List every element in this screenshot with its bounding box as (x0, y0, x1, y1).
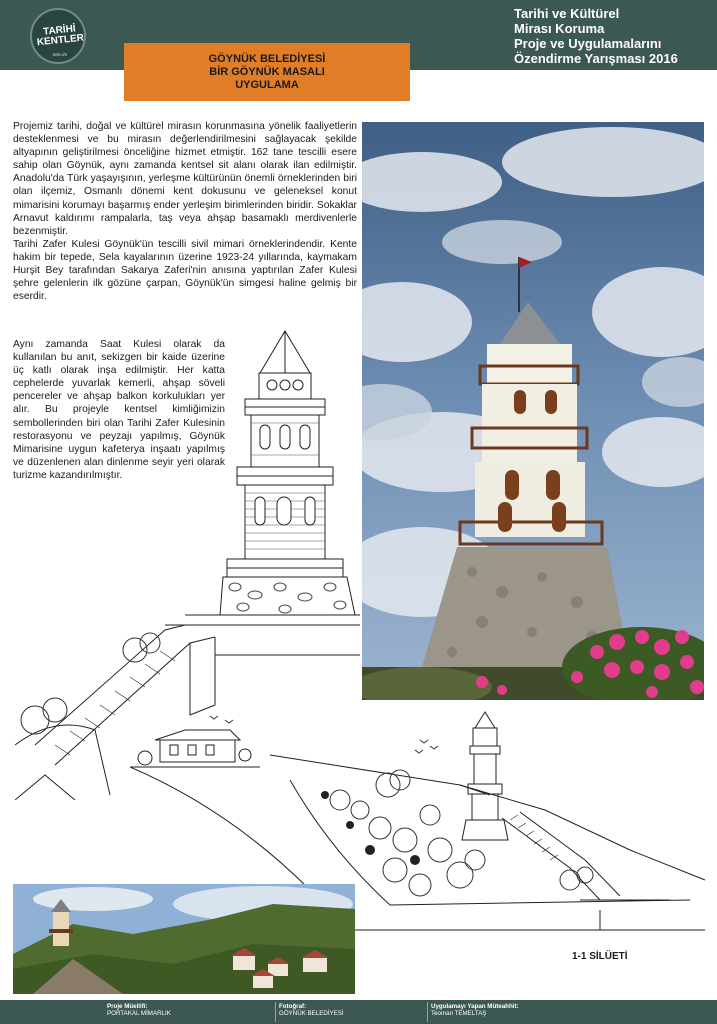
section-label: 1-1 SİLÜETİ (572, 951, 628, 962)
footer-bar (0, 1000, 717, 1024)
competition-title-line: Mirası Koruma (514, 21, 605, 36)
footer-contractor (431, 1003, 519, 1017)
paragraph-clock-tower: Aynı zamanda Saat Kulesi olarak da kullanılan bu anıt, sekizgen bir kaide üzerine üç katlı olarak inşa edilmiştir. Her katta cephelerde yuvarlak kemerli, ahşap söveli pencereler ve ahşap balkon korkulukları yer alır. Bu projeyle kentsel kimliğimizin sembollerinden biri olan Tarihi Zafer Kulesinin restorasyonu ve peyzajı yapılmış, Göynük Mimarisine uygun kafeterya inşaatı yapılmış ve düzenlenen alan dinlenme seyir yeri olarak turizme kazandırılmıştır. (13, 339, 225, 481)
project-title-line: UYGULAMA (235, 79, 299, 91)
footer-author-label: Proje Müellifi: (107, 1003, 148, 1010)
footer-contractor-value: Teoman TEMELTAŞ (431, 1010, 487, 1017)
footer-author (107, 1003, 171, 1017)
footer-photo-label: Fotoğraf: (279, 1003, 307, 1010)
footer-author-value: PORTAKAL MİMARLIK (107, 1010, 171, 1017)
footer-divider (275, 1002, 276, 1022)
footer-divider (427, 1002, 428, 1022)
town-photo (13, 884, 355, 994)
tower-photo (362, 122, 704, 700)
logo-title: TARİHİ KENTLER (36, 23, 85, 49)
project-title-box (124, 43, 410, 101)
tarihi-kentler-logo (22, 8, 98, 64)
project-title-line: GÖYNÜK BELEDİYESİ (208, 53, 326, 65)
paragraph-zafer-kulesi: Tarihi Zafer Kulesi Göynük'ün tescilli sivil mimari örneklerindendir. Kente hakim bir tepede, Sela kayalarının üzerine 1923-24 yıllarında, kaymakam Hurşit Bey tarafından Sakarya Zaferi'nin anısına yaptırılan Zafer Kulesi şehre gelenlerin ilk gözüne çarpan, Göynük'ün simgesi haline gelmiş bir eserdir. (13, 238, 357, 303)
project-title-line: BİR GÖYNÜK MASALI (209, 66, 325, 78)
logo-subtitle: BİRLİĞİ (52, 52, 68, 57)
footer-contractor-label: Uygulamayı Yapan Müteahhit: (431, 1003, 519, 1010)
intro-text (13, 120, 357, 303)
competition-title (514, 6, 714, 66)
competition-title-line: Özendirme Yarışması 2016 (514, 51, 678, 66)
footer-photo-value: GÖYNÜK BELEDİYESİ (279, 1010, 344, 1017)
competition-title-line: Proje ve Uygulamalarını (514, 36, 662, 51)
paragraph-heritage: Projemiz tarihi, doğal ve kültürel mirasın korunmasına yönelik faaliyetlerin desteklenmesi ve bu mirasın değerlendirilmesini sağlayacak şekilde altyapının geliştirilmesi önceliğine hizmet etmiştir. 162 tane tescilli esere sahip olan Göynük, aynı zamanda kentsel sit alanı olarak ilan edilmiştir. Anadolu'da Türk yaşayışının, yerleşme kültürünün önemli örneklerinden biri olan ilçemiz, Osmanlı dönemi kent dokusunu ve geleneksel konut mimarisini korumayı başarmış ender yerleşim birimlerinden biridir. Sokaklar Arnavut kaldırımı rampalarla, taş veya ahşap basamaklı merdivenlerle bezenmiştir. (13, 121, 357, 237)
competition-title-line: Tarihi ve Kültürel (514, 6, 620, 21)
footer-photo (279, 1003, 344, 1017)
